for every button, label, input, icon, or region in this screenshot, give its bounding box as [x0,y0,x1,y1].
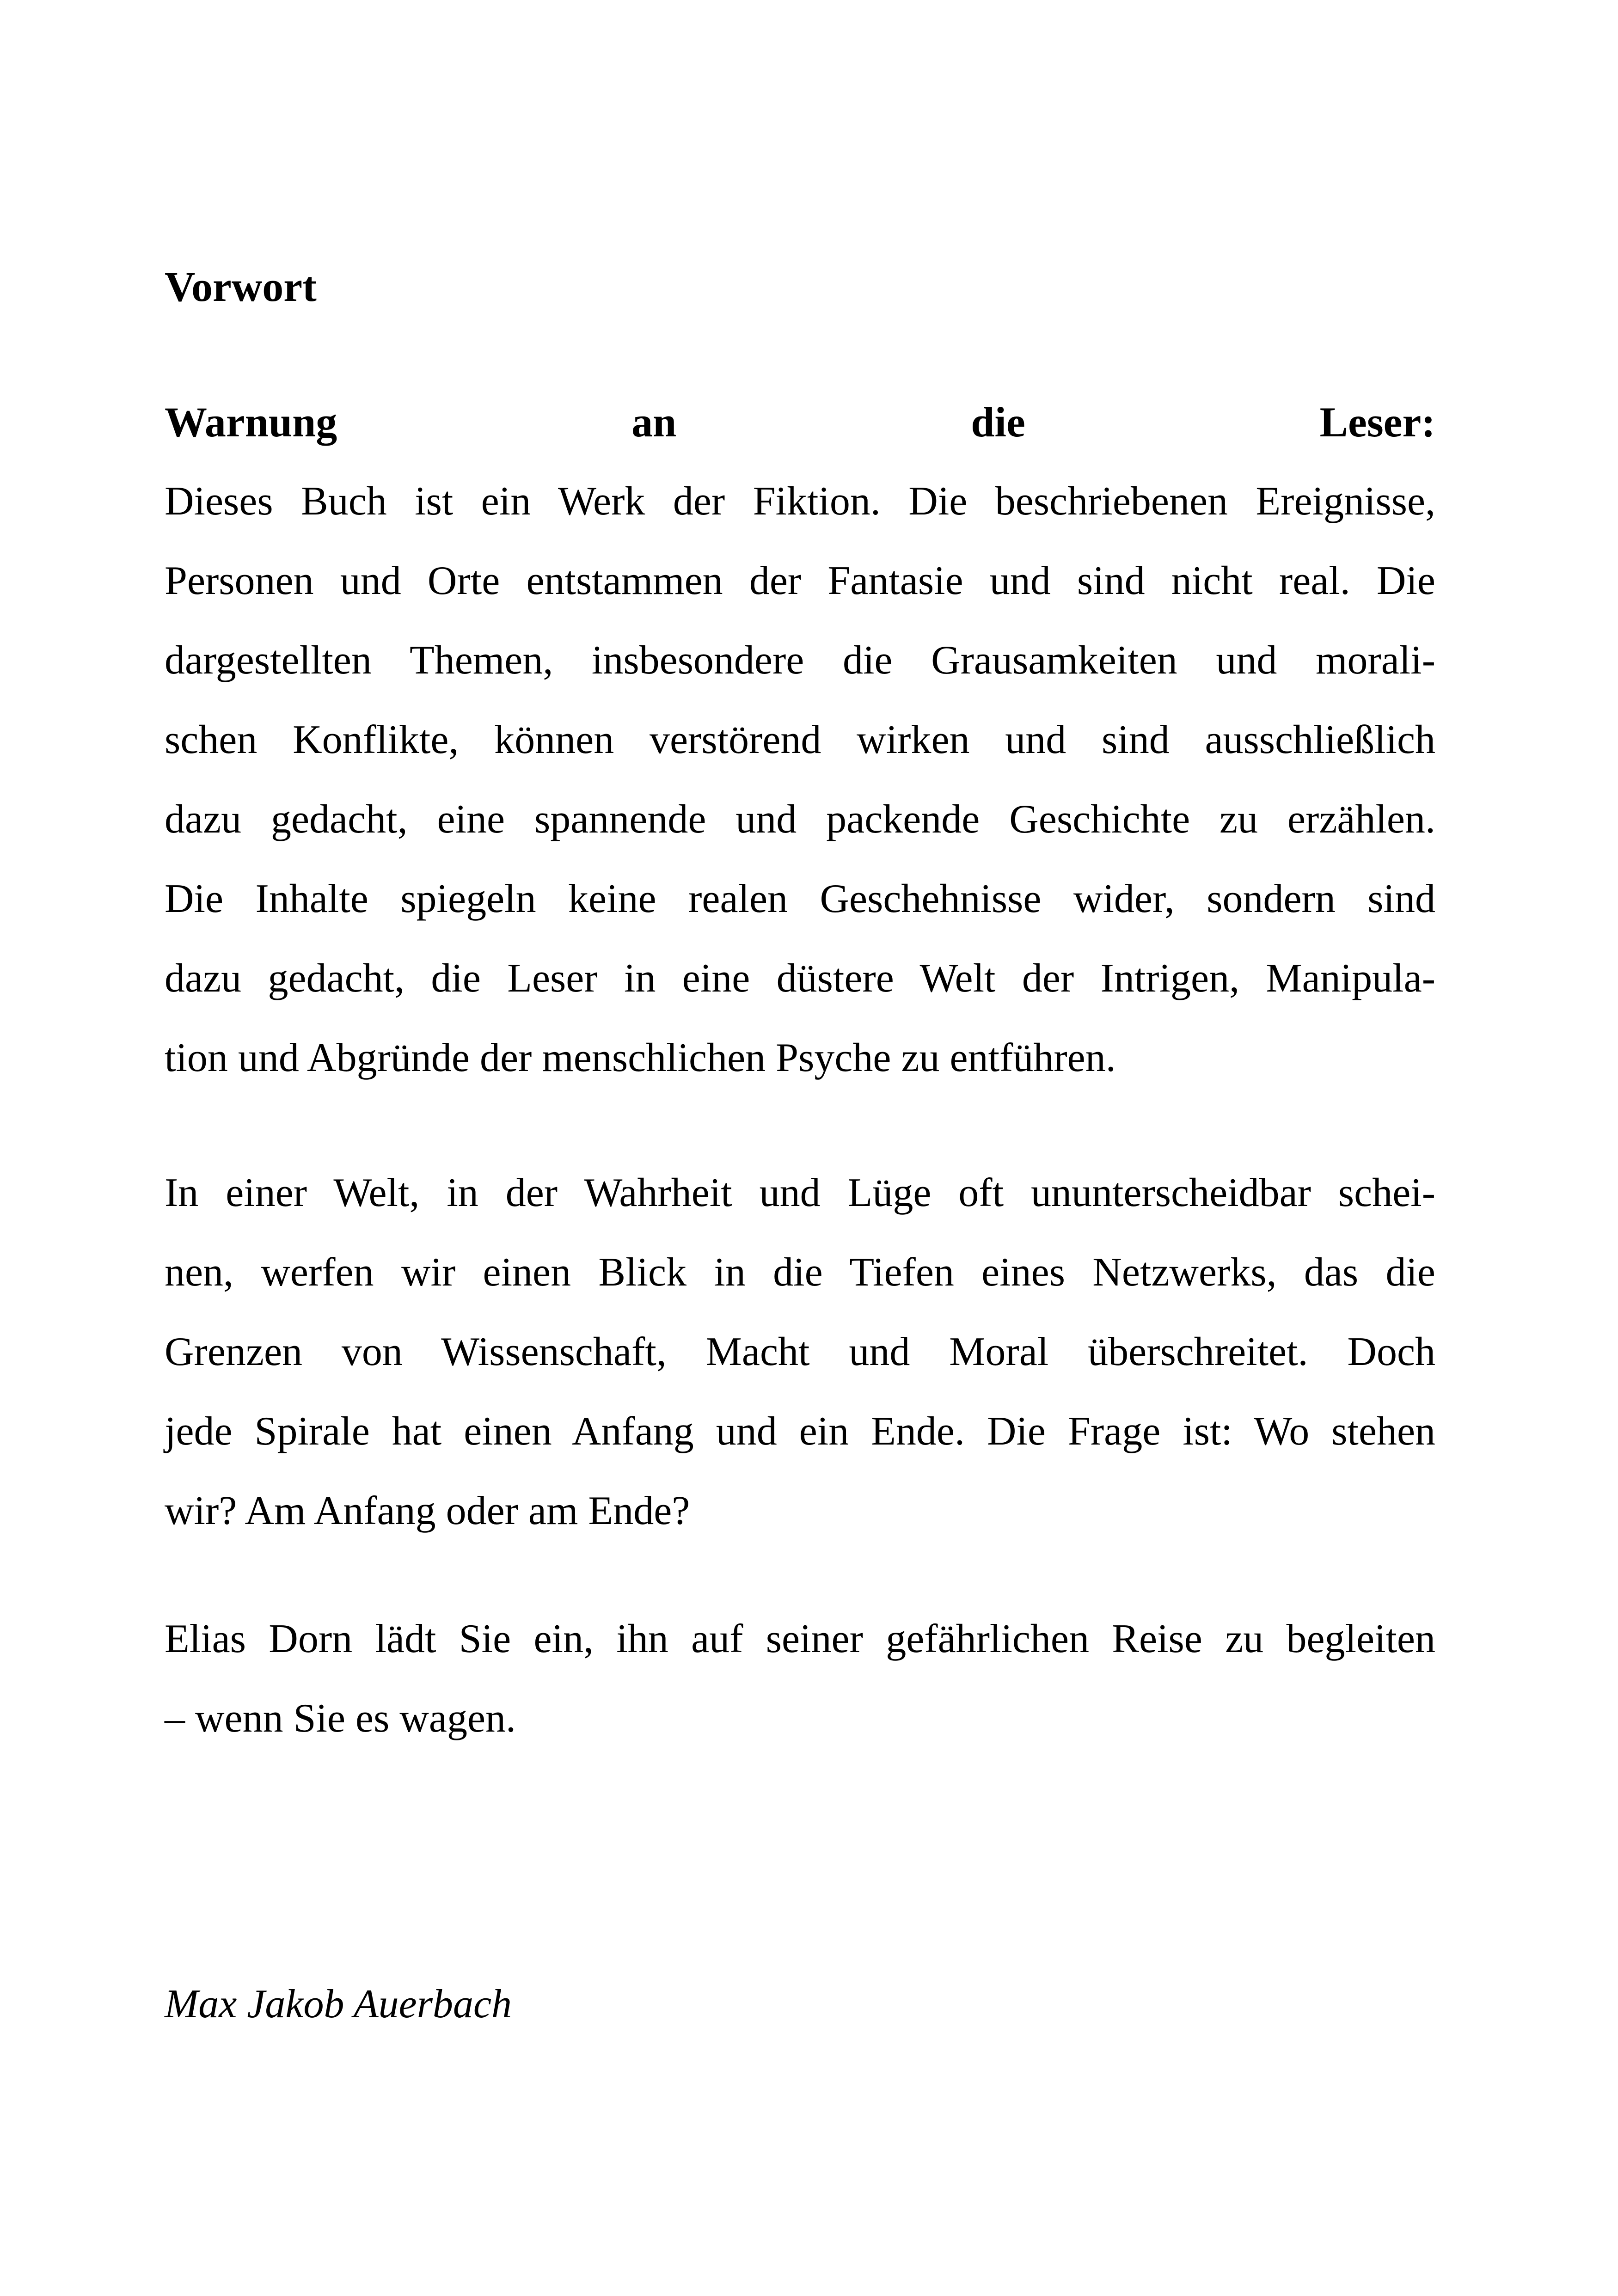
text-line: tion und Abgründe der menschlichen Psyche zu entführen. [165,1035,1116,1080]
text-line: In einer Welt, in der Wahrheit und Lüge oft ununterscheidbar schei- [165,1170,1435,1215]
paragraph-disclaimer [165,462,1435,1098]
text-line: dazu gedacht, eine spannende und packende Geschichte zu erzählen. [165,797,1435,842]
text-line: nen, werfen wir einen Blick in die Tiefen eines Netzwerks, das die [165,1250,1435,1295]
text-line: wir? Am Anfang oder am Ende? [165,1488,690,1533]
text-line: – wenn Sie es wagen. [165,1696,516,1741]
paragraph-invitation [165,1599,1435,1758]
text-line: jede Spirale hat einen Anfang und ein Ende. Die Frage ist: Wo stehen [165,1409,1435,1454]
text-line: Dieses Buch ist ein Werk der Fiktion. Die beschriebenen Ereignisse, [165,479,1435,524]
text-line: schen Konflikte, können verstörend wirken und sind ausschließlich [165,717,1435,762]
warning-word: die [971,398,1025,446]
page-title: Vorwort [165,263,317,310]
author-signature: Max Jakob Auerbach [165,1982,512,2027]
paragraph-intro [165,1153,1435,1551]
text-line: dazu gedacht, die Leser in eine düstere Welt der Intrigen, Manipula- [165,956,1435,1001]
warning-word: an [631,398,677,446]
warning-heading [165,382,1435,462]
text-line: Die Inhalte spiegeln keine realen Geschehnisse wider, sondern sind [165,876,1435,921]
text-line: dargestellten Themen, insbesondere die Grausamkeiten und morali- [165,638,1435,683]
text-line: Grenzen von Wissenschaft, Macht und Moral überschreitet. Doch [165,1329,1435,1374]
text-line: Elias Dorn lädt Sie ein, ihn auf seiner gefährlichen Reise zu begleiten [165,1616,1435,1661]
warning-word: Leser: [1319,398,1435,446]
warning-word: Warnung [165,398,337,446]
text-line: Personen und Orte entstammen der Fantasie und sind nicht real. Die [165,558,1435,603]
